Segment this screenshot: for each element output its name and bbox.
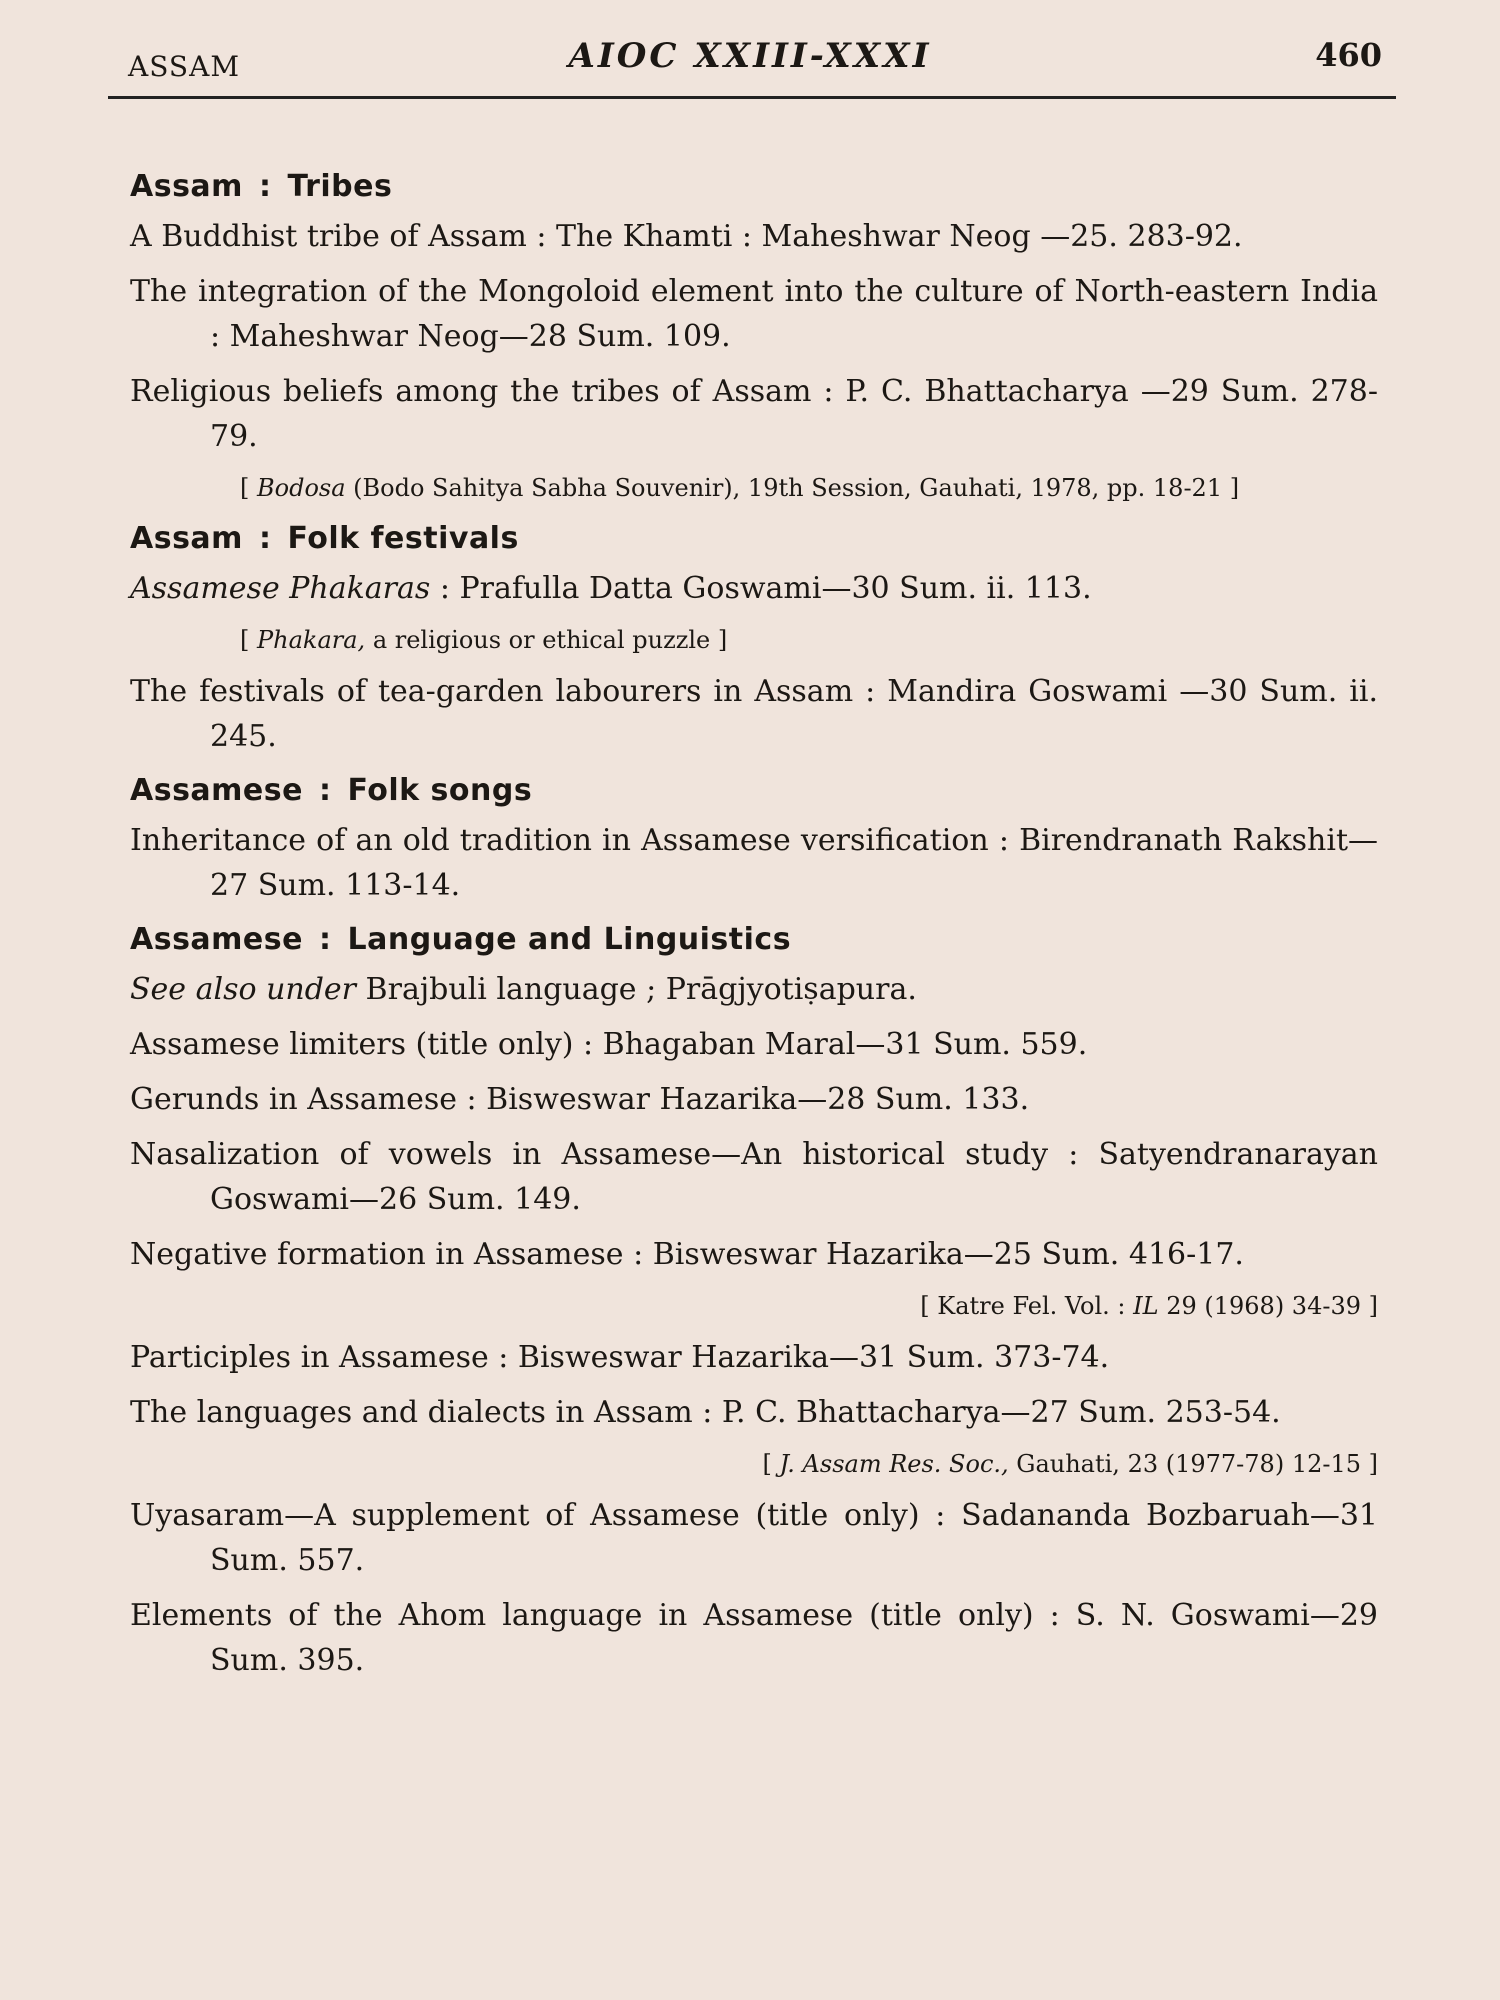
section-subject: Assam — [130, 521, 243, 556]
note-italic: Phakara, — [257, 626, 366, 654]
section-separator: : — [258, 521, 272, 556]
section-subject: Assamese — [130, 922, 303, 957]
entry-text: Religious beliefs among the tribes of Assam : P. C. Bhattacharya —29 Sum. 278-79. — [130, 374, 1378, 454]
section-topic: Folk songs — [347, 773, 533, 808]
entry-source-note — [130, 1287, 1378, 1325]
note-open: [ — [240, 474, 257, 502]
entry-source-note — [130, 1445, 1378, 1483]
entry-text: The languages and dialects in Assam : P. C. Bhattacharya—27 Sum. 253-54. — [130, 1395, 1281, 1430]
bibliography-entry — [130, 214, 1378, 259]
entry-text: Uyasaram—A supplement of Assamese (title only) : Sadananda Bozbaruah—31 Sum. 557. — [130, 1498, 1378, 1578]
bibliography-entry — [130, 1493, 1378, 1583]
bibliography-entry — [130, 1390, 1378, 1435]
note-italic: J. Assam Res. Soc., — [779, 1450, 1009, 1478]
bibliography-entry — [130, 269, 1378, 359]
bibliography-entry — [130, 566, 1378, 611]
entry-source-note — [240, 469, 1378, 507]
entry-source-note — [240, 621, 1378, 659]
bibliography-entry — [130, 818, 1378, 908]
note-italic: IL — [1133, 1292, 1159, 1320]
note-rest: Gauhati, 23 (1977-78) 12-15 ] — [1008, 1450, 1378, 1478]
entry-text: Assamese limiters (title only) : Bhagaban Maral—31 Sum. 559. — [130, 1027, 1088, 1062]
note-open: [ Katre Fel. Vol. : — [920, 1292, 1134, 1320]
running-header — [110, 36, 1390, 96]
bibliography-entry — [130, 369, 1378, 459]
note-rest: 29 (1968) 34-39 ] — [1158, 1292, 1378, 1320]
entry-text: A Buddhist tribe of Assam : The Khamti : Maheshwar Neog —25. 283-92. — [130, 219, 1243, 254]
section-heading — [130, 521, 1378, 556]
header-volume-title: AIOC XXIII-XXXI — [568, 36, 932, 76]
section-subject: Assam — [130, 169, 243, 204]
section-heading — [130, 922, 1378, 957]
entry-text: The integration of the Mongoloid element into the culture of North-eastern India : Maheshwar Neog—28 Sum. 109. — [130, 274, 1378, 354]
entry-text: Nasalization of vowels in Assamese—An historical study : Satyendranarayan Goswami—26 Sum. 149. — [130, 1137, 1378, 1217]
bibliography-entry — [130, 1022, 1378, 1067]
section-topic: Language and Linguistics — [347, 922, 792, 957]
note-open: [ — [240, 626, 257, 654]
note-italic: Bodosa — [257, 474, 346, 502]
header-section-label: ASSAM — [128, 50, 240, 83]
entry-text: The festivals of tea-garden labourers in Assam : Mandira Goswami —30 Sum. ii. 245. — [130, 674, 1378, 754]
bibliography-entry — [130, 1132, 1378, 1222]
section-separator: : — [258, 169, 272, 204]
page-number: 460 — [1315, 36, 1382, 74]
section-heading — [130, 169, 1378, 204]
section-heading — [130, 773, 1378, 808]
bibliography-entry — [130, 1232, 1378, 1277]
bibliography-entry — [130, 669, 1378, 759]
section-topic: Folk festivals — [287, 521, 519, 556]
section-topic: Tribes — [287, 169, 393, 204]
section-subject: Assamese — [130, 773, 303, 808]
bibliography-entry — [130, 1593, 1378, 1683]
entry-text: Brajbuli language ; Prāgjyotiṣapura. — [356, 972, 917, 1007]
bibliography-entry — [130, 1077, 1378, 1122]
entry-text: Negative formation in Assamese : Bisweswar Hazarika—25 Sum. 416-17. — [130, 1237, 1244, 1272]
section-separator: : — [318, 922, 332, 957]
entry-italic-lead: Assamese Phakaras — [130, 571, 431, 606]
bibliography-entry — [130, 1335, 1378, 1380]
entry-text: Gerunds in Assamese : Bisweswar Hazarika—28 Sum. 133. — [130, 1082, 1030, 1117]
section-separator: : — [318, 773, 332, 808]
entry-text: Participles in Assamese : Bisweswar Hazarika—31 Sum. 373-74. — [130, 1340, 1110, 1375]
bibliography-entry — [130, 967, 1378, 1012]
entry-text: : Prafulla Datta Goswami—30 Sum. ii. 113. — [430, 571, 1092, 606]
note-rest: a religious or ethical puzzle ] — [365, 626, 728, 654]
entry-text: Inheritance of an old tradition in Assamese versification : Birendranath Rakshit—27 Sum. 113-14. — [130, 823, 1378, 903]
entry-text: Elements of the Ahom language in Assamese (title only) : S. N. Goswami—29 Sum. 395. — [130, 1598, 1378, 1678]
bibliography-body — [130, 155, 1378, 1693]
note-open: [ — [762, 1450, 780, 1478]
entry-italic-lead: See also under — [130, 972, 357, 1007]
header-rule — [108, 96, 1396, 99]
note-rest: (Bodo Sahitya Sabha Souvenir), 19th Session, Gauhati, 1978, pp. 18-21 ] — [345, 474, 1240, 502]
